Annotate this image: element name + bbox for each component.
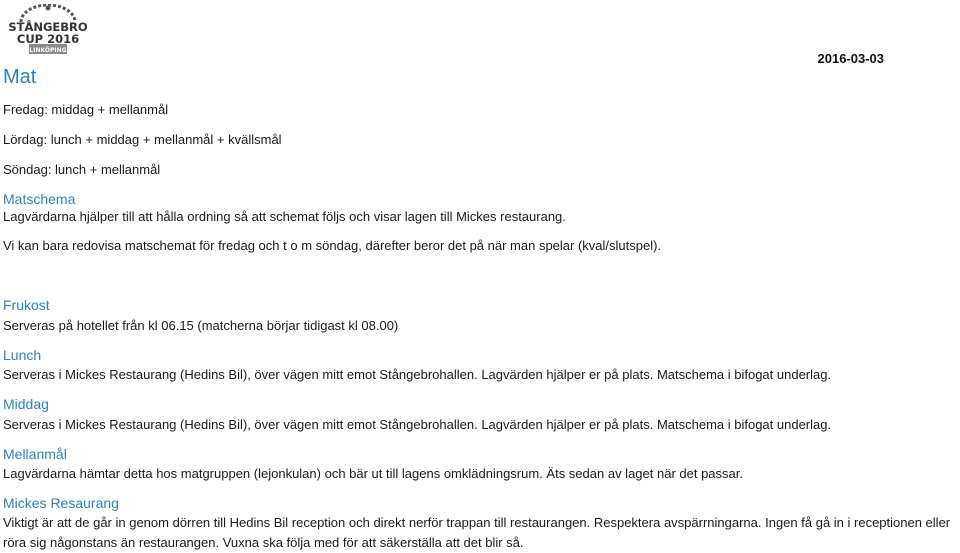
day-saturday: Lördag: lunch + middag + mellanmål + kvällsmål [3,132,282,147]
lunch-heading: Lunch [3,347,42,363]
mickes-text: Viktigt är att de går in genom dörren till Hedins Bil reception och direkt nerför trappan till restaurangen. Respektera avspärrningarna. Ingen få gå in i receptionen eller röra sig någonstans än restaurangen. Vuxna ska följa med för att säkerställa att det blir så. [3,515,951,550]
logo-line1: STÅNGEBRO [8,20,88,34]
logo-line3: LINKÖPING [29,47,67,54]
logo-dot [46,6,51,11]
mellanmal-heading: Mellanmål [3,446,67,462]
lunch-text: Serveras i Mickes Restaurang (Hedins Bil), över vägen mitt emot Stångebrohallen. Lagvärden hjälper er på plats. Matschema i bifogat underlag. [3,367,832,382]
page-title: Mat [3,66,37,88]
mickes-heading: Mickes Resaurang [3,495,119,511]
day-friday: Fredag: middag + mellanmål [3,102,169,117]
matschema-heading: Matschema [3,191,76,207]
middag-text: Serveras i Mickes Restaurang (Hedins Bil), över vägen mitt emot Stångebrohallen. Lagvärden hjälper er på plats. Matschema i bifogat underlag. [3,417,832,432]
stangebro-cup-logo [3,4,93,58]
document-date: 2016-03-03 [817,51,884,66]
frukost-text: Serveras på hotellet från kl 06.15 (matcherna börjar tidigast kl 08.00) [3,318,399,333]
frukost-heading: Frukost [3,297,50,313]
middag-heading: Middag [3,396,49,412]
day-sunday: Söndag: lunch + mellanmål [3,162,161,177]
matschema-line2: Vi kan bara redovisa matschemat för fredag och t o m söndag, därefter beror det på när man spelar (kval/slutspel). [3,238,662,253]
mellanmal-text: Lagvärdarna hämtar detta hos matgruppen (lejonkulan) och bär ut till lagens omklädningsrum. Äts sedan av laget när det passar. [3,466,743,481]
logo-line2: CUP 2016 [16,32,80,46]
matschema-line1: Lagvärdarna hjälper till att hålla ordning så att schemat följs och visar lagen till Mickes restaurang. [3,209,566,224]
